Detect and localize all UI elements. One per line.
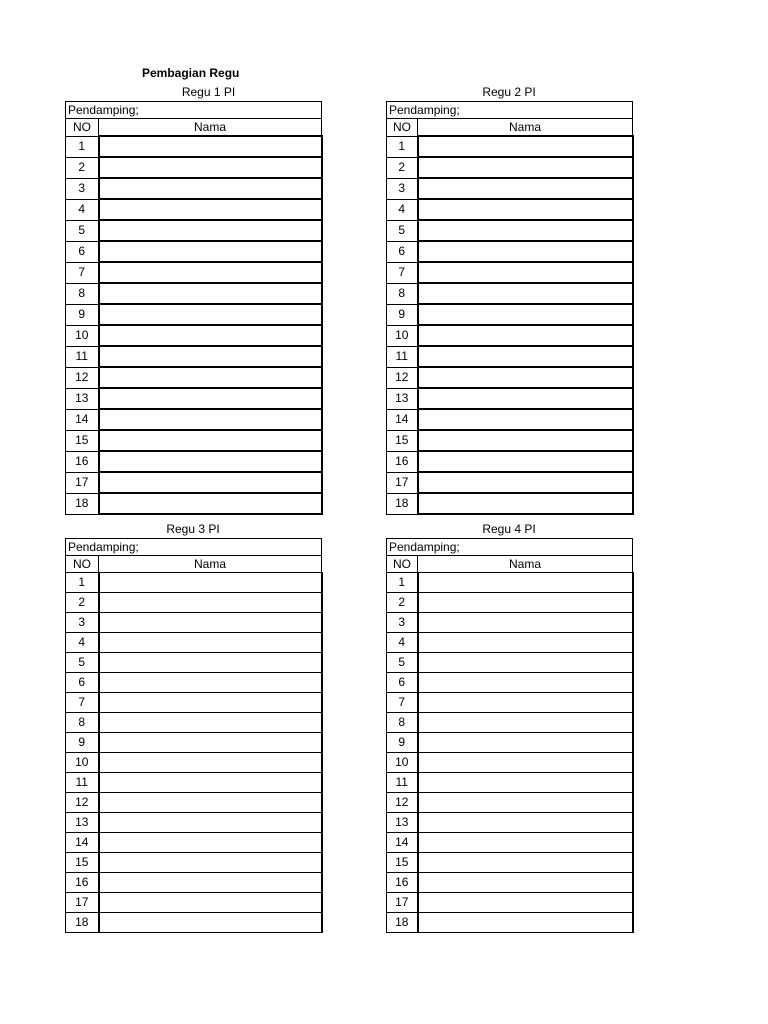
name-cell[interactable] [99,430,322,451]
table-row [387,283,633,304]
regu-title: Regu 4 PI [482,522,536,536]
name-cell[interactable] [418,472,633,493]
name-cell[interactable] [418,773,633,793]
name-cell[interactable] [99,833,322,853]
name-cell[interactable] [418,262,633,283]
regu-table [386,101,634,515]
name-cell[interactable] [99,593,322,613]
header-row [387,119,633,137]
name-cell[interactable] [99,178,322,199]
table-row [66,613,322,633]
row-number: 11 [66,346,99,367]
name-cell[interactable] [99,220,322,241]
table-row [387,304,633,325]
regu-title: Regu 3 PI [166,522,220,536]
row-number: 16 [387,451,418,472]
table-row [387,873,633,893]
table-row [66,178,322,199]
row-number: 4 [66,199,99,220]
name-cell[interactable] [99,325,322,346]
table-row [66,593,322,613]
row-number: 10 [66,753,99,773]
row-number: 5 [66,220,99,241]
row-number: 15 [66,853,99,873]
table-row [66,673,322,693]
name-cell[interactable] [99,913,322,933]
row-number: 17 [387,472,418,493]
row-number: 14 [66,833,99,853]
table-row [387,178,633,199]
row-number: 8 [66,283,99,304]
table-row [387,367,633,388]
row-number: 15 [66,430,99,451]
name-cell[interactable] [99,451,322,472]
regu-title: Regu 2 PI [482,85,536,99]
name-cell[interactable] [99,493,322,514]
header-row [66,119,322,137]
name-cell[interactable] [418,283,633,304]
name-cell[interactable] [99,793,322,813]
pendamping-row [387,539,633,556]
header-row [66,556,322,573]
row-number: 17 [387,893,418,913]
table-row [387,733,633,753]
row-number: 13 [66,388,99,409]
row-number: 2 [66,593,99,613]
table-row [387,199,633,220]
table-row [66,873,322,893]
name-cell[interactable] [418,853,633,873]
row-number: 6 [66,241,99,262]
table-row [66,793,322,813]
name-cell[interactable] [418,833,633,853]
name-cell[interactable] [418,873,633,893]
row-number: 16 [387,873,418,893]
row-number: 14 [387,833,418,853]
table-row [66,325,322,346]
row-number: 1 [66,573,99,593]
row-number: 1 [66,136,99,157]
table-row [387,262,633,283]
row-number: 6 [66,673,99,693]
table-row [66,241,322,262]
table-row [387,893,633,913]
row-number: 11 [66,773,99,793]
row-number: 18 [66,913,99,933]
table-row [66,813,322,833]
row-number: 6 [387,241,418,262]
table-row [387,613,633,633]
name-cell[interactable] [99,409,322,430]
name-cell[interactable] [418,713,633,733]
table-row [66,893,322,913]
header-nama: Nama [99,119,322,137]
name-cell[interactable] [99,853,322,873]
name-cell[interactable] [99,136,322,157]
table-row [66,853,322,873]
table-row [66,136,322,157]
name-cell[interactable] [99,388,322,409]
name-cell[interactable] [418,325,633,346]
name-cell[interactable] [99,283,322,304]
table-row [387,713,633,733]
header-nama: Nama [418,556,633,573]
table-row [387,773,633,793]
row-number: 2 [387,593,418,613]
name-cell[interactable] [418,430,633,451]
name-cell[interactable] [99,157,322,178]
row-number: 9 [387,304,418,325]
header-no: NO [387,556,418,573]
row-number: 17 [66,893,99,913]
table-row [387,913,633,933]
table-row [387,673,633,693]
pendamping-cell[interactable]: Pendamping; [66,102,322,119]
name-cell[interactable] [99,893,322,913]
row-number: 4 [387,199,418,220]
row-number: 5 [66,653,99,673]
table-row [66,753,322,773]
row-number: 8 [387,713,418,733]
name-cell[interactable] [418,793,633,813]
row-number: 3 [387,178,418,199]
table-row [66,199,322,220]
regu-table [65,101,323,515]
name-cell[interactable] [99,199,322,220]
name-cell[interactable] [418,451,633,472]
name-cell[interactable] [99,673,322,693]
table-row [387,653,633,673]
table-row [387,136,633,157]
pendamping-cell[interactable]: Pendamping; [66,539,322,556]
name-cell[interactable] [418,693,633,713]
table-row [66,633,322,653]
table-row [387,325,633,346]
row-number: 12 [66,367,99,388]
name-cell[interactable] [418,613,633,633]
table-row [387,409,633,430]
name-cell[interactable] [99,241,322,262]
table-row [66,472,322,493]
table-row [66,573,322,593]
name-cell[interactable] [418,633,633,653]
row-number: 18 [66,493,99,514]
table-row [66,733,322,753]
row-number: 7 [387,693,418,713]
table-row [66,833,322,853]
row-number: 1 [387,573,418,593]
name-cell[interactable] [99,304,322,325]
row-number: 13 [66,813,99,833]
table-row [387,793,633,813]
row-number: 10 [387,325,418,346]
row-number: 12 [387,367,418,388]
row-number: 9 [66,733,99,753]
row-number: 1 [387,136,418,157]
table-row [387,346,633,367]
name-cell[interactable] [418,241,633,262]
name-cell[interactable] [99,873,322,893]
name-cell[interactable] [418,653,633,673]
table-row [66,346,322,367]
row-number: 8 [66,713,99,733]
name-cell[interactable] [99,773,322,793]
table-row [66,713,322,733]
name-cell[interactable] [418,136,633,157]
table-row [66,388,322,409]
row-number: 3 [387,613,418,633]
name-cell[interactable] [99,346,322,367]
table-row [387,853,633,873]
row-number: 15 [387,430,418,451]
row-number: 9 [387,733,418,753]
table-row [387,157,633,178]
page-title: Pembagian Regu [142,66,240,80]
table-row [66,493,322,514]
table-row [66,283,322,304]
row-number: 18 [387,913,418,933]
table-row [66,367,322,388]
row-number: 11 [387,346,418,367]
row-number: 8 [387,283,418,304]
name-cell[interactable] [418,409,633,430]
row-number: 17 [66,472,99,493]
table-row [66,220,322,241]
name-cell[interactable] [418,673,633,693]
table-row [387,633,633,653]
table-row [66,304,322,325]
row-number: 5 [387,653,418,673]
table-row [66,157,322,178]
table-row [387,388,633,409]
table-row [387,241,633,262]
table-row [387,573,633,593]
table-row [387,220,633,241]
name-cell[interactable] [418,199,633,220]
table-row [387,430,633,451]
row-number: 15 [387,853,418,873]
pendamping-row [66,102,322,119]
pendamping-row [387,102,633,119]
pendamping-cell[interactable]: Pendamping; [387,539,633,556]
name-cell[interactable] [99,733,322,753]
name-cell[interactable] [99,713,322,733]
regu-table [65,538,323,933]
name-cell[interactable] [418,733,633,753]
name-cell[interactable] [99,367,322,388]
name-cell[interactable] [418,893,633,913]
header-no: NO [387,119,418,137]
name-cell[interactable] [418,493,633,514]
name-cell[interactable] [99,613,322,633]
table-row [387,833,633,853]
name-cell[interactable] [418,573,633,593]
table-row [66,693,322,713]
name-cell[interactable] [418,220,633,241]
name-cell[interactable] [99,813,322,833]
table-row [387,472,633,493]
table-row [66,409,322,430]
row-number: 2 [66,157,99,178]
name-cell[interactable] [418,593,633,613]
row-number: 10 [387,753,418,773]
regu-title: Regu 1 PI [181,85,236,99]
row-number: 7 [66,693,99,713]
pendamping-row [66,539,322,556]
name-cell[interactable] [99,262,322,283]
table-row [387,753,633,773]
name-cell[interactable] [418,178,633,199]
row-number: 3 [66,178,99,199]
row-number: 11 [387,773,418,793]
table-row [387,451,633,472]
row-number: 7 [387,262,418,283]
row-number: 10 [66,325,99,346]
row-number: 12 [387,793,418,813]
name-cell[interactable] [99,693,322,713]
name-cell[interactable] [418,753,633,773]
table-row [66,913,322,933]
name-cell[interactable] [418,346,633,367]
table-row [387,593,633,613]
row-number: 14 [387,409,418,430]
table-row [66,262,322,283]
name-cell[interactable] [99,653,322,673]
row-number: 2 [387,157,418,178]
row-number: 14 [66,409,99,430]
name-cell[interactable] [418,304,633,325]
row-number: 4 [387,633,418,653]
name-cell[interactable] [418,157,633,178]
row-number: 13 [387,813,418,833]
regu-table [386,538,634,933]
row-number: 9 [66,304,99,325]
pendamping-cell[interactable]: Pendamping; [387,102,633,119]
row-number: 5 [387,220,418,241]
row-number: 7 [66,262,99,283]
row-number: 6 [387,673,418,693]
name-cell[interactable] [418,813,633,833]
table-row [387,493,633,514]
row-number: 4 [66,633,99,653]
row-number: 18 [387,493,418,514]
name-cell[interactable] [99,753,322,773]
header-nama: Nama [99,556,322,573]
row-number: 3 [66,613,99,633]
name-cell[interactable] [99,633,322,653]
header-row [387,556,633,573]
row-number: 16 [66,873,99,893]
name-cell[interactable] [99,573,322,593]
header-no: NO [66,119,99,137]
name-cell[interactable] [418,913,633,933]
table-row [66,773,322,793]
header-nama: Nama [418,119,633,137]
header-no: NO [66,556,99,573]
table-row [387,693,633,713]
row-number: 12 [66,793,99,813]
row-number: 13 [387,388,418,409]
table-row [66,653,322,673]
name-cell[interactable] [418,367,633,388]
name-cell[interactable] [418,388,633,409]
table-row [66,430,322,451]
name-cell[interactable] [99,472,322,493]
table-row [66,451,322,472]
row-number: 16 [66,451,99,472]
table-row [387,813,633,833]
